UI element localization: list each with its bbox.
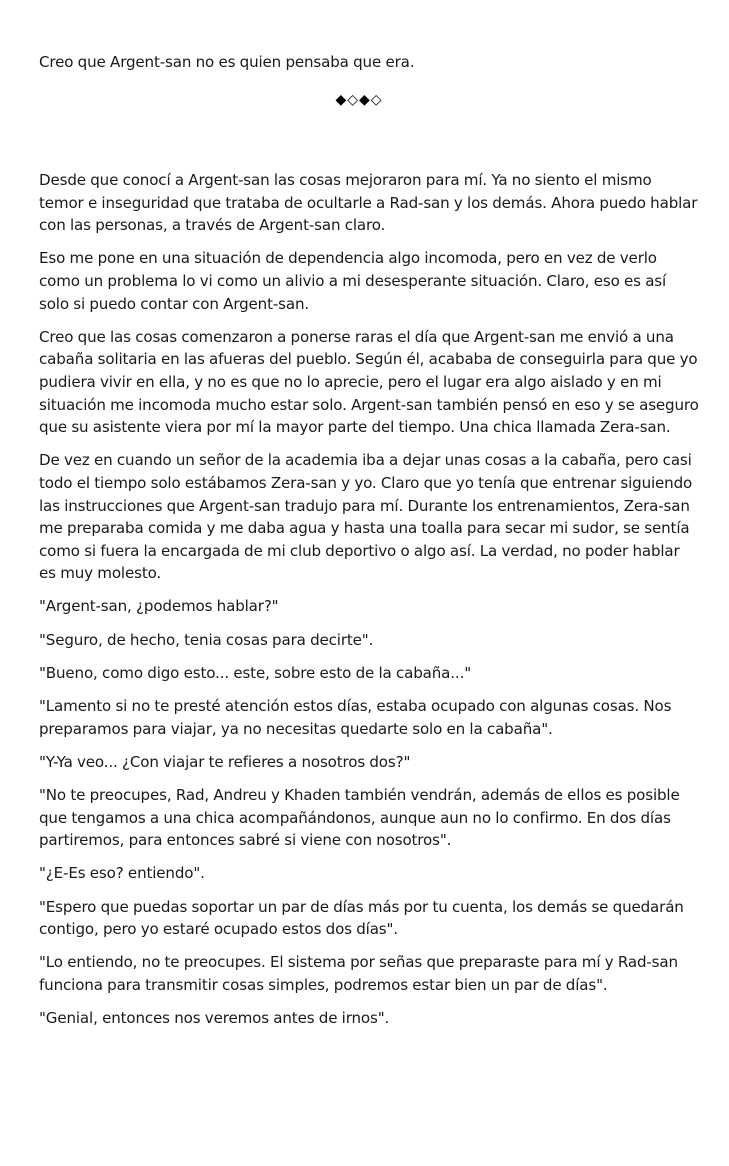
dialogue-line: "Genial, entonces nos veremos antes de irnos".: [39, 1009, 390, 1028]
dialogue-line: "Lo entiendo, no te preocupes. El sistema por señas que preparaste para mí y Rad-san funciona para transmitir cosas simples, podremos estar bien un par de días".: [39, 953, 678, 994]
dialogue-line: "No te preocupes, Rad, Andreu y Khaden también vendrán, además de ellos es posible que tengamos a una chica acompañándonos, aunque aun no lo confirmo. En dos días partiremos, para entonces sabré si viene con nosotros".: [39, 786, 680, 850]
paragraph: Creo que las cosas comenzaron a ponerse raras el día que Argent-san me envió a una cabaña solitaria en las afueras del pueblo. Según él, acababa de conseguirla para que yo pudiera vivir en ella, y no es que no lo aprecie, pero el lugar era algo aislado y en mi situación me incomoda mucho estar solo. Argent-san también pensó en eso y se aseguro que su asistente viera por mí la mayor parte del tiempo. Una chica llamada Zera-san.: [39, 327, 699, 437]
paragraph: De vez en cuando un señor de la academia iba a dejar unas cosas a la cabaña, pero casi todo el tiempo solo estábamos Zera-san y yo. Claro que yo tenía que entrenar siguiendo las instrucciones que Argent-san tradujo para mí. Durante los entrenamientos, Zera-san me preparaba comida y me daba agua y hasta una toalla para secar mi sudor, se sentía como si fuera la encargada de mi club deportivo o algo así. La verdad, no poder hablar es muy molesto.: [39, 451, 693, 583]
dialogue-line: "Argent-san, ¿podemos hablar?": [39, 597, 279, 616]
body-text: [39, 169, 699, 1040]
dialogue-line: "Lamento si no te presté atención estos días, estaba ocupado con algunas cosas. Nos preparamos para viajar, ya no necesitas quedarte solo en la cabaña".: [39, 697, 672, 738]
section-separator: ◆◇◆◇: [335, 92, 383, 108]
dialogue-line: "Y-Ya veo... ¿Con viajar te refieres a nosotros dos?": [39, 752, 411, 771]
dialogue-line: "Seguro, de hecho, tenia cosas para decirte".: [39, 630, 374, 649]
dialogue-line: "Espero que puedas soportar un par de días más por tu cuenta, los demás se quedarán contigo, pero yo estaré ocupado estos dos días".: [39, 897, 684, 939]
dialogue-line: "Bueno, como digo esto... este, sobre esto de la cabaña...": [39, 663, 472, 682]
paragraph: Eso me pone en una situación de dependencia algo incomoda, pero en vez de verlo como un problema lo vi como un alivio a mi desesperante situación. Claro, eso es así solo si puedo contar con Argent-san.: [39, 249, 667, 313]
dialogue-line: "¿E-Es eso? entiendo".: [39, 864, 205, 883]
intro-line: Creo que Argent-san no es quien pensaba que era.: [39, 53, 415, 71]
paragraph: Desde que conocí a Argent-san las cosas mejoraron para mí. Ya no siento el mismo temor e inseguridad que trataba de ocultarle a Rad-san y los demás. Ahora puedo hablar con las personas, a través de Argent-san claro.: [39, 171, 698, 235]
